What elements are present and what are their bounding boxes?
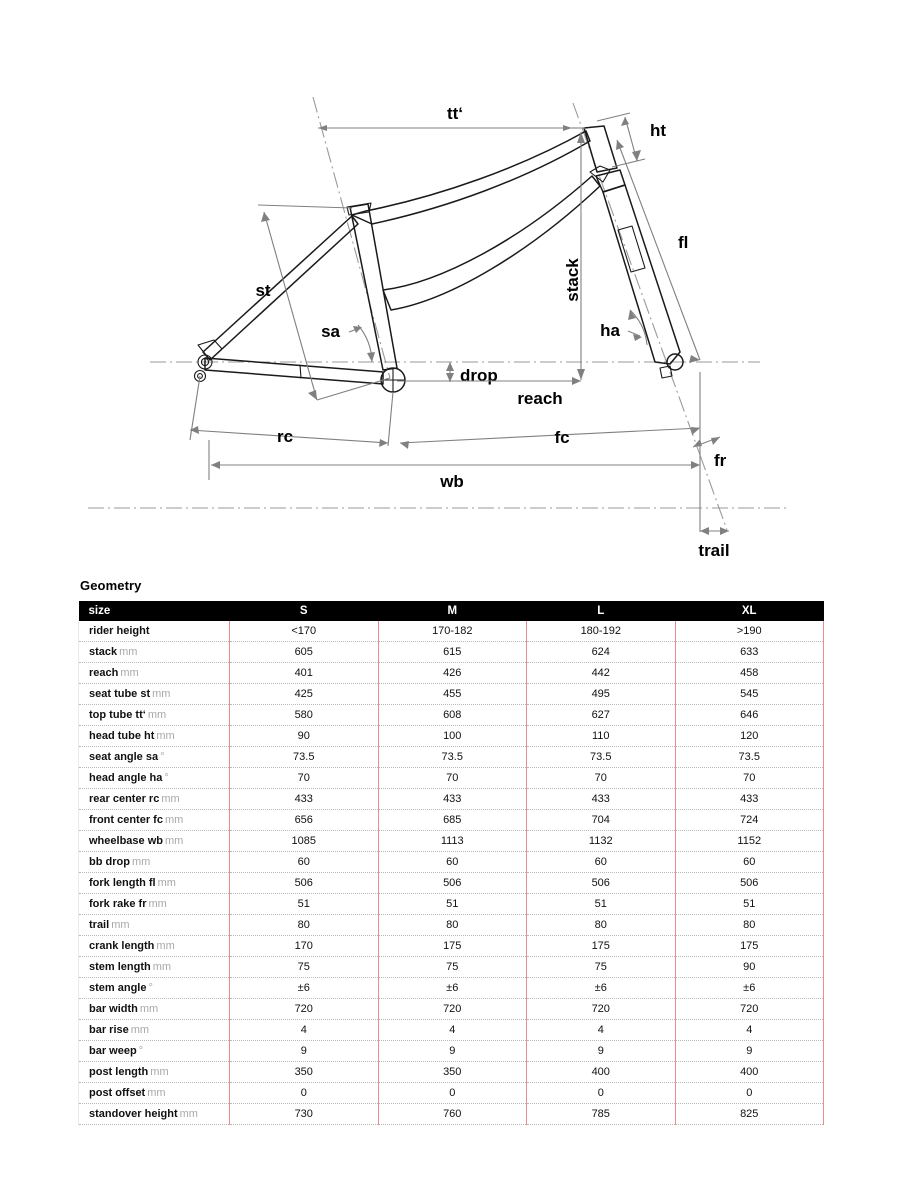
- cell-value: 704: [527, 810, 676, 831]
- row-label: [79, 936, 230, 957]
- row-label-text: stem length: [89, 961, 151, 973]
- row-unit: mm: [147, 709, 167, 721]
- label-fl: fl: [678, 233, 689, 252]
- cell-value: 75: [378, 957, 527, 978]
- cell-value: 175: [527, 936, 676, 957]
- table-row: [79, 726, 824, 747]
- cell-value: 433: [230, 789, 379, 810]
- row-label: [79, 1062, 230, 1083]
- row-unit: mm: [152, 961, 172, 973]
- cell-value: 1152: [675, 831, 824, 852]
- row-unit: mm: [120, 667, 139, 679]
- row-label-text: front center fc: [89, 814, 163, 826]
- row-label: [79, 768, 230, 789]
- cell-value: 350: [378, 1062, 527, 1083]
- row-unit: °: [148, 982, 153, 994]
- row-unit: mm: [152, 688, 171, 700]
- table-row: [79, 957, 824, 978]
- row-label: [79, 1020, 230, 1041]
- row-label: [79, 1083, 230, 1104]
- cell-value: 433: [527, 789, 676, 810]
- cell-value: ±6: [378, 978, 527, 999]
- cell-value: 170: [230, 936, 379, 957]
- cell-value: 0: [527, 1083, 676, 1104]
- label-rc: rc: [276, 427, 294, 446]
- dim-stack: [563, 132, 585, 380]
- row-label: [79, 642, 230, 663]
- row-label: [79, 999, 230, 1020]
- cell-value: 9: [675, 1041, 824, 1062]
- cell-value: 442: [527, 663, 676, 684]
- table-row: [79, 936, 824, 957]
- cell-value: 75: [230, 957, 379, 978]
- cell-value: 720: [378, 999, 527, 1020]
- row-label: [79, 873, 230, 894]
- row-label-text: standover height: [89, 1108, 178, 1120]
- row-label-text: trail: [89, 919, 110, 931]
- cell-value: 73.5: [675, 747, 824, 768]
- cell-value: 506: [675, 873, 824, 894]
- dim-fc: [400, 427, 700, 449]
- dim-trail: [698, 527, 729, 560]
- cell-value: >190: [675, 621, 824, 642]
- cell-value: 0: [230, 1083, 379, 1104]
- cell-value: 426: [378, 663, 527, 684]
- cell-value: 720: [675, 999, 824, 1020]
- row-unit: mm: [157, 877, 176, 889]
- row-unit: mm: [156, 940, 175, 952]
- cell-value: 175: [675, 936, 824, 957]
- row-label-text: fork length fl: [89, 877, 156, 889]
- label-drop: drop: [460, 366, 498, 385]
- row-label-text: rider height: [89, 625, 150, 637]
- cell-value: 495: [527, 684, 676, 705]
- cell-value: 60: [230, 852, 379, 873]
- cell-value: 724: [675, 810, 824, 831]
- cell-value: 180-192: [527, 621, 676, 642]
- row-label-text: fork rake fr: [89, 898, 147, 910]
- row-label: [79, 1041, 230, 1062]
- cell-value: ±6: [675, 978, 824, 999]
- geometry-section: [78, 578, 823, 1125]
- label-wb: wb: [440, 472, 464, 491]
- row-label-text: rear center rc: [89, 793, 160, 805]
- row-unit: mm: [164, 835, 184, 847]
- cell-value: 627: [527, 705, 676, 726]
- label-ha: ha: [600, 321, 620, 340]
- row-unit: mm: [119, 646, 138, 658]
- label-reach: reach: [517, 389, 563, 408]
- dim-fl: [616, 140, 700, 363]
- row-unit: mm: [147, 1087, 166, 1099]
- cell-value: 633: [675, 642, 824, 663]
- cell-value: 400: [527, 1062, 676, 1083]
- row-label: [79, 831, 230, 852]
- row-label-text: head tube ht: [89, 730, 155, 742]
- column-header-s: S: [230, 601, 379, 621]
- cell-value: 4: [675, 1020, 824, 1041]
- row-label: [79, 1104, 230, 1125]
- cell-value: 60: [675, 852, 824, 873]
- cell-value: 80: [378, 915, 527, 936]
- cell-value: 90: [230, 726, 379, 747]
- frame-geometry-diagram: [0, 0, 900, 570]
- geometry-table: [78, 601, 824, 1125]
- cell-value: 605: [230, 642, 379, 663]
- cell-value: 730: [230, 1104, 379, 1125]
- cell-value: 1113: [378, 831, 527, 852]
- row-label: [79, 915, 230, 936]
- cell-value: 1132: [527, 831, 676, 852]
- cell-value: 455: [378, 684, 527, 705]
- row-unit: mm: [130, 1024, 150, 1036]
- fork-crown: [596, 170, 625, 192]
- cell-value: 9: [378, 1041, 527, 1062]
- table-row: [79, 915, 824, 936]
- head-tube: [584, 126, 617, 172]
- label-sa: sa: [321, 322, 340, 341]
- cell-value: 425: [230, 684, 379, 705]
- table-row: [79, 642, 824, 663]
- cell-value: 720: [230, 999, 379, 1020]
- dim-ht: [597, 113, 666, 167]
- cell-value: 60: [527, 852, 676, 873]
- cell-value: 4: [230, 1020, 379, 1041]
- cell-value: 9: [527, 1041, 676, 1062]
- cell-value: <170: [230, 621, 379, 642]
- dim-tt: [318, 104, 585, 131]
- row-label: [79, 852, 230, 873]
- table-row: [79, 789, 824, 810]
- cell-value: 400: [675, 1062, 824, 1083]
- cell-value: 120: [675, 726, 824, 747]
- cell-value: 350: [230, 1062, 379, 1083]
- label-ht: ht: [650, 121, 667, 140]
- table-header-row: [79, 601, 824, 621]
- cell-value: 0: [675, 1083, 824, 1104]
- top-tube: [352, 131, 590, 224]
- row-label-text: reach: [89, 667, 119, 679]
- row-label: [79, 663, 230, 684]
- cell-value: 51: [230, 894, 379, 915]
- cell-value: 51: [378, 894, 527, 915]
- row-unit: mm: [156, 730, 175, 742]
- cell-value: 60: [378, 852, 527, 873]
- row-label-text: seat tube st: [89, 688, 151, 700]
- cell-value: 646: [675, 705, 824, 726]
- row-label: [79, 894, 230, 915]
- cell-value: 458: [675, 663, 824, 684]
- cell-value: 433: [675, 789, 824, 810]
- cell-value: ±6: [527, 978, 676, 999]
- cell-value: 100: [378, 726, 527, 747]
- table-row: [79, 705, 824, 726]
- cell-value: 506: [230, 873, 379, 894]
- table-row: [79, 1041, 824, 1062]
- label-stack: stack: [563, 258, 582, 302]
- cell-value: 1085: [230, 831, 379, 852]
- column-header-xl: XL: [675, 601, 824, 621]
- cell-value: 51: [527, 894, 676, 915]
- cell-value: 433: [378, 789, 527, 810]
- row-label-text: seat angle sa: [89, 751, 159, 763]
- cell-value: 608: [378, 705, 527, 726]
- cell-value: 175: [378, 936, 527, 957]
- cell-value: 720: [527, 999, 676, 1020]
- cell-value: 685: [378, 810, 527, 831]
- row-unit: mm: [131, 856, 151, 868]
- cell-value: 70: [230, 768, 379, 789]
- row-label-text: top tube tt‘: [89, 709, 146, 721]
- cell-value: 51: [675, 894, 824, 915]
- label-st: st: [255, 281, 271, 300]
- table-row: [79, 684, 824, 705]
- row-unit: °: [164, 772, 169, 784]
- row-label: [79, 621, 230, 642]
- table-row: [79, 747, 824, 768]
- cell-value: 70: [378, 768, 527, 789]
- table-row: [79, 831, 824, 852]
- row-label: [79, 978, 230, 999]
- row-label-text: stem angle: [89, 982, 147, 994]
- row-unit: mm: [161, 793, 180, 805]
- table-row: [79, 810, 824, 831]
- row-label-text: post offset: [89, 1087, 146, 1099]
- table-row: [79, 852, 824, 873]
- cell-value: 785: [527, 1104, 676, 1125]
- row-label-text: post length: [89, 1066, 149, 1078]
- row-unit: °: [160, 751, 165, 763]
- cell-value: ±6: [230, 978, 379, 999]
- row-unit: mm: [150, 1066, 169, 1078]
- cell-value: 80: [230, 915, 379, 936]
- row-label: [79, 705, 230, 726]
- cell-value: 70: [527, 768, 676, 789]
- cell-value: 545: [675, 684, 824, 705]
- cell-value: 624: [527, 642, 676, 663]
- cell-value: 760: [378, 1104, 527, 1125]
- column-header-l: L: [527, 601, 676, 621]
- row-label: [79, 789, 230, 810]
- cell-value: 70: [675, 768, 824, 789]
- table-row: [79, 999, 824, 1020]
- dim-sa: [321, 322, 375, 362]
- cell-value: 9: [230, 1041, 379, 1062]
- cell-value: 80: [675, 915, 824, 936]
- table-row: [79, 768, 824, 789]
- cell-value: 90: [675, 957, 824, 978]
- cell-value: 506: [527, 873, 676, 894]
- row-label: [79, 957, 230, 978]
- table-row: [79, 663, 824, 684]
- geometry-table-body: [79, 621, 824, 1125]
- label-trail: trail: [698, 541, 730, 560]
- table-row: [79, 1083, 824, 1104]
- column-header-size: size: [79, 601, 230, 621]
- cell-value: 580: [230, 705, 379, 726]
- cell-value: 75: [527, 957, 676, 978]
- row-label-text: crank length: [89, 940, 155, 952]
- row-unit: mm: [111, 919, 130, 931]
- row-label-text: head angle ha: [89, 772, 163, 784]
- cell-value: 73.5: [230, 747, 379, 768]
- table-row: [79, 1020, 824, 1041]
- geometry-table-head: [79, 601, 824, 621]
- cell-value: 73.5: [527, 747, 676, 768]
- row-label: [79, 747, 230, 768]
- cell-value: 73.5: [378, 747, 527, 768]
- geometry-title: Geometry: [80, 578, 142, 593]
- row-unit: mm: [179, 1108, 198, 1120]
- table-row: [79, 1104, 824, 1125]
- table-row: [79, 894, 824, 915]
- cell-value: 4: [378, 1020, 527, 1041]
- row-unit: mm: [164, 814, 184, 826]
- column-header-m: M: [378, 601, 527, 621]
- row-label-text: wheelbase wb: [89, 835, 163, 847]
- label-fr: fr: [714, 451, 727, 470]
- label-tt: tt‘: [446, 104, 464, 123]
- table-row: [79, 621, 824, 642]
- label-fc: fc: [554, 428, 570, 447]
- cell-value: 170-182: [378, 621, 527, 642]
- table-row: [79, 1062, 824, 1083]
- row-label-text: bb drop: [89, 856, 130, 868]
- table-row: [79, 978, 824, 999]
- row-label-text: stack: [89, 646, 118, 658]
- row-label-text: bar width: [89, 1003, 138, 1015]
- cell-value: 0: [378, 1083, 527, 1104]
- row-unit: mm: [139, 1003, 159, 1015]
- cell-value: 80: [527, 915, 676, 936]
- cell-value: 4: [527, 1020, 676, 1041]
- cell-value: 825: [675, 1104, 824, 1125]
- row-label-text: bar weep: [89, 1045, 137, 1057]
- cell-value: 656: [230, 810, 379, 831]
- cell-value: 401: [230, 663, 379, 684]
- seat-tube: [350, 204, 397, 370]
- row-label: [79, 726, 230, 747]
- row-unit: mm: [148, 898, 167, 910]
- cell-value: 506: [378, 873, 527, 894]
- row-label-text: bar rise: [89, 1024, 129, 1036]
- row-unit: °: [138, 1045, 144, 1057]
- table-row: [79, 873, 824, 894]
- row-label: [79, 684, 230, 705]
- cell-value: 615: [378, 642, 527, 663]
- cell-value: 110: [527, 726, 676, 747]
- row-label: [79, 810, 230, 831]
